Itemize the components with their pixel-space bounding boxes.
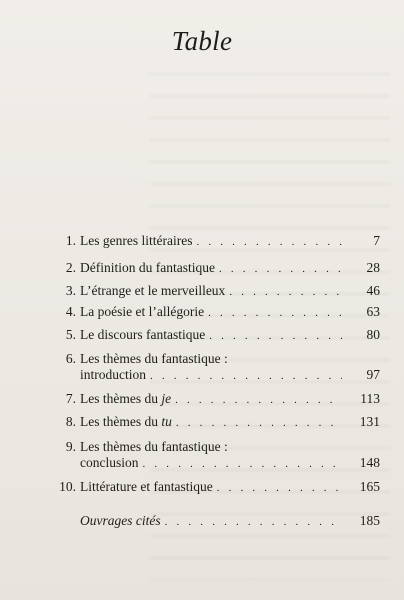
- toc-entry-number: 6.: [65, 351, 76, 366]
- toc-entry-page: 63: [366, 304, 380, 319]
- toc-entry-title-line1: Les thèmes du fantastique :: [80, 439, 228, 454]
- toc-entry-page: 80: [366, 327, 380, 342]
- toc-entry-title-emphasis: tu: [161, 414, 172, 429]
- toc-entry-number: 8.: [65, 414, 76, 429]
- toc-entry-page: 46: [366, 283, 380, 298]
- leader-dots: [165, 514, 342, 530]
- leader-dots: [176, 415, 342, 431]
- leader-dots: [209, 328, 342, 344]
- leader-dots: [150, 368, 342, 384]
- toc-entry-title: Littérature et fantastique: [80, 479, 213, 494]
- toc-entry-page: 131: [359, 414, 380, 429]
- toc-entry-number: 5.: [65, 327, 76, 342]
- toc-entry-title: L’étrange et le merveilleux: [80, 283, 226, 298]
- leader-dots: [208, 305, 342, 321]
- toc-entry-title-line1: Les thèmes du fantastique :: [80, 351, 228, 366]
- leader-dots: [196, 234, 342, 250]
- toc-entry-title-prefix: Les thèmes du: [80, 391, 158, 406]
- toc-entry-page: 185: [359, 513, 380, 528]
- toc-entry-page: 97: [366, 367, 380, 382]
- page-title: Table: [171, 26, 233, 56]
- toc-entry-page: 148: [359, 455, 380, 470]
- toc-entry-page: 28: [366, 260, 380, 275]
- leader-dots: [143, 456, 343, 472]
- toc-entry-number: 1.: [65, 233, 76, 248]
- toc-entry-title: Les genres littéraires: [80, 233, 193, 248]
- toc-entry-title: La poésie et l’allégorie: [80, 304, 205, 319]
- toc-entry-title: [80, 414, 172, 430]
- leader-dots: [217, 480, 342, 496]
- toc-entry-number: 10.: [59, 479, 76, 494]
- toc-entry-title: Ouvrages cités: [80, 513, 161, 528]
- leader-dots: [219, 261, 342, 277]
- toc-entry-title-line2: conclusion: [80, 455, 139, 470]
- toc-entry-title-prefix: Les thèmes du: [80, 414, 158, 429]
- leader-dots: [229, 284, 342, 300]
- toc-entry-number: 2.: [65, 260, 76, 275]
- toc-entry-number: 9.: [65, 439, 76, 454]
- toc-entry-page: 165: [359, 479, 380, 494]
- toc-entry-number: 3.: [65, 283, 76, 298]
- toc-entry-title: [80, 391, 171, 407]
- toc-entry-page: 113: [360, 391, 380, 406]
- leader-dots: [175, 392, 342, 408]
- toc-entry-title-emphasis: je: [161, 391, 172, 406]
- toc-entry-page: 7: [373, 233, 380, 248]
- toc-entry-number: 4.: [65, 304, 76, 319]
- toc-entry-title: Le discours fantastique: [80, 327, 206, 342]
- toc-entry-title-line2: introduction: [80, 367, 146, 382]
- toc-entry-number: 7.: [65, 391, 76, 406]
- toc-entry-title: Définition du fantastique: [80, 260, 215, 275]
